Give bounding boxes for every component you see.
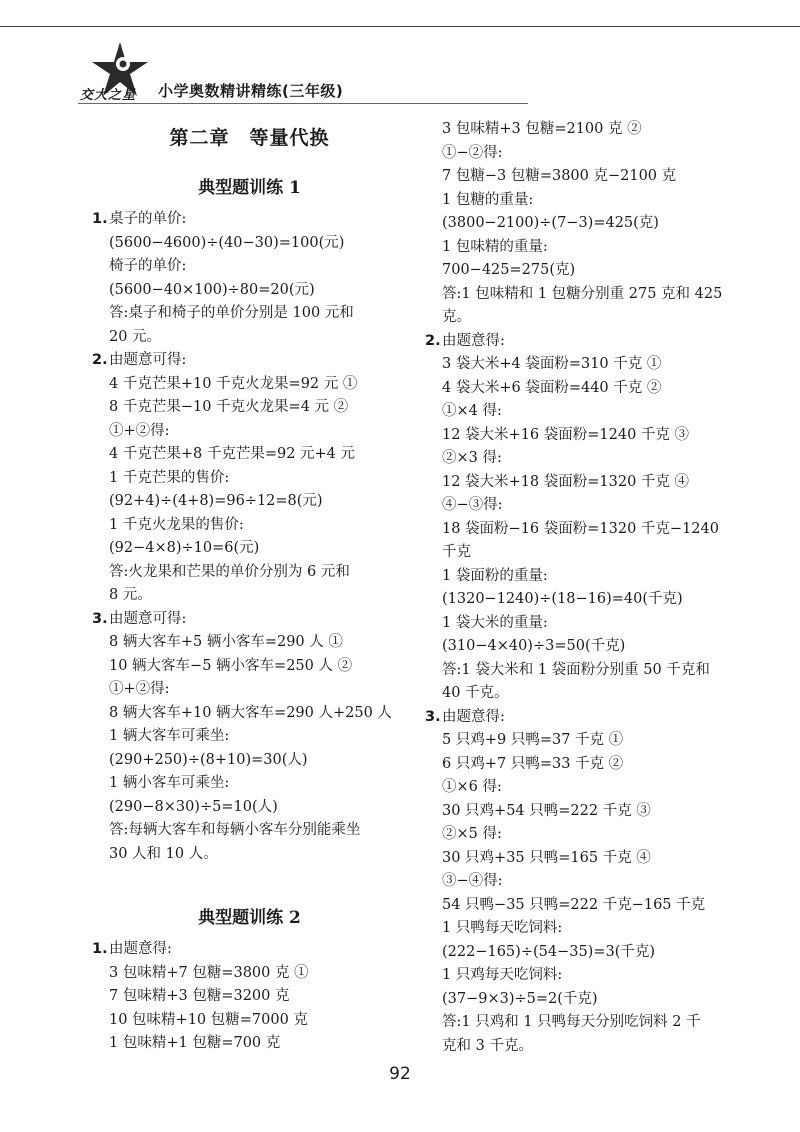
text-line	[425, 306, 745, 330]
text-line	[425, 330, 745, 354]
line-text: ①×6 得:	[442, 779, 502, 795]
text-line	[425, 941, 745, 965]
line-text: (92−4×8)÷10=6(元)	[109, 540, 260, 556]
text-line	[425, 894, 745, 918]
section-2-content	[92, 938, 407, 1056]
text-line	[425, 377, 745, 401]
line-text: 由题意得:	[109, 941, 172, 957]
line-text: 答:每辆大客车和每辆小客车分别能乘坐	[109, 822, 361, 838]
line-text: 8 元。	[109, 587, 152, 603]
text-line	[425, 541, 745, 565]
logo-text: 交大之星	[80, 88, 137, 103]
text-line	[425, 917, 745, 941]
text-line	[92, 396, 407, 420]
text-line	[425, 236, 745, 260]
line-text: 30 人和 10 人。	[109, 845, 218, 862]
line-text: 12 袋大米+18 袋面粉=1320 千克 ④	[442, 473, 690, 490]
section-title-2: 典型题训练 2	[198, 908, 301, 928]
line-text: 5 只鸡+9 只鸭=37 千克 ①	[442, 732, 624, 748]
line-text: 由题意可得:	[109, 610, 187, 627]
line-text: 40 千克。	[442, 685, 509, 701]
text-line	[92, 302, 407, 326]
line-text: 20 元。	[109, 328, 162, 345]
line-text: ①+②得:	[109, 422, 170, 439]
right-column-content	[425, 118, 745, 1058]
text-line	[425, 165, 745, 189]
line-text: (5600−4600)÷(40−30)=100(元)	[109, 234, 345, 251]
line-text: 18 袋面粉−16 袋面粉=1320 千克−1240	[442, 520, 719, 537]
text-line	[425, 424, 745, 448]
text-line	[92, 1009, 407, 1033]
text-line	[425, 189, 745, 213]
text-line	[92, 537, 407, 561]
text-line	[425, 870, 745, 894]
line-text: 8 千克芒果−10 千克火龙果=4 元 ②	[109, 399, 349, 415]
line-text: 3 袋大米+4 袋面粉=310 千克 ①	[442, 356, 662, 372]
text-line	[92, 749, 407, 773]
text-line	[92, 938, 407, 962]
text-line	[425, 988, 745, 1012]
text-line	[425, 447, 745, 471]
text-line	[425, 259, 745, 283]
problem-number: 2.	[425, 332, 441, 349]
text-line	[92, 255, 407, 279]
text-line	[92, 678, 407, 702]
line-text: 1 辆小客车可乘坐:	[109, 775, 230, 791]
text-line	[92, 561, 407, 585]
text-line	[425, 659, 745, 683]
line-text: 椅子的单价:	[109, 258, 187, 274]
line-text: ②×3 得:	[442, 450, 502, 466]
text-line	[92, 232, 407, 256]
line-text: 7 包糖−3 包糖=3800 克−2100 克	[442, 168, 677, 184]
text-line	[425, 776, 745, 800]
text-line	[425, 353, 745, 377]
section-1-content	[92, 208, 407, 866]
text-line	[425, 588, 745, 612]
line-text: 4 千克芒果+10 千克火龙果=92 元 ①	[109, 375, 358, 392]
line-text: 1 包味精+1 包糖=700 克	[109, 1035, 281, 1051]
text-line	[92, 725, 407, 749]
line-text: 10 包味精+10 包糖=7000 克	[109, 1011, 308, 1028]
line-text: 8 辆大客车+10 辆大客车=290 人+250 人	[109, 704, 392, 721]
line-text: 答:1 包味精和 1 包糖分别重 275 克和 425	[442, 285, 723, 302]
text-line	[425, 729, 745, 753]
chapter-title: 第二章 等量代换	[169, 127, 330, 149]
line-text: 千克	[442, 544, 471, 560]
text-line	[92, 985, 407, 1009]
text-line	[425, 706, 745, 730]
line-text: 答:桌子和椅子的单价分别是 100 元和	[109, 305, 354, 321]
text-line	[425, 682, 745, 706]
line-text: (1320−1240)÷(18−16)=40(千克)	[442, 591, 683, 607]
text-line	[425, 471, 745, 495]
line-text: 30 只鸡+35 只鸭=165 千克 ④	[442, 849, 651, 866]
line-text: 1 只鸭每天吃饲料:	[442, 920, 563, 936]
text-line	[425, 565, 745, 589]
text-line	[92, 514, 407, 538]
page-header	[78, 38, 528, 108]
text-line	[92, 208, 407, 232]
problem-number: 2.	[92, 352, 108, 368]
line-text: ③−④得:	[442, 873, 503, 889]
text-line	[92, 819, 407, 843]
line-text: (222−165)÷(54−35)=3(千克)	[442, 943, 656, 960]
line-text: 12 袋大米+16 袋面粉=1240 千克 ③	[442, 426, 690, 443]
line-text: 4 袋大米+6 袋面粉=440 千克 ②	[442, 379, 662, 396]
line-text: 1 包糖的重量:	[442, 191, 534, 208]
text-line	[425, 964, 745, 988]
text-line	[92, 655, 407, 679]
text-line	[425, 847, 745, 871]
text-line	[92, 349, 407, 373]
line-text: 1 辆大客车可乘坐:	[109, 728, 230, 744]
problem-number: 1.	[92, 941, 108, 957]
line-text: 3 包味精+3 包糖=2100 克 ②	[442, 121, 642, 137]
text-line	[425, 1035, 745, 1059]
right-column	[425, 118, 745, 1058]
line-text: 1 袋面粉的重量:	[442, 567, 548, 584]
line-text: (3800−2100)÷(7−3)=425(克)	[442, 215, 659, 231]
text-line	[92, 702, 407, 726]
text-line	[425, 518, 745, 542]
line-text: 1 千克芒果的售价:	[109, 469, 230, 486]
line-text: 7 包味精+3 包糖=3200 克	[109, 988, 290, 1004]
book-title: 小学奥数精讲精练(三年级)	[158, 82, 344, 100]
line-text: 由题意得:	[442, 708, 505, 725]
line-text: 30 只鸡+54 只鸭=222 千克 ③	[442, 802, 651, 819]
line-text: ④−③得:	[442, 497, 503, 513]
line-text: 桌子的单价:	[109, 211, 187, 227]
text-line	[425, 1011, 745, 1035]
text-line	[92, 608, 407, 632]
text-line	[92, 490, 407, 514]
text-line	[425, 212, 745, 236]
text-line	[425, 400, 745, 424]
text-line	[425, 118, 745, 142]
line-text: 答:1 袋大米和 1 袋面粉分别重 50 千克和	[442, 661, 710, 678]
problem-number: 1.	[92, 211, 108, 227]
line-text: (92+4)÷(4+8)=96÷12=8(元)	[109, 493, 323, 509]
line-text: (310−4×40)÷3=50(千克)	[442, 638, 626, 654]
text-line	[425, 823, 745, 847]
text-line	[92, 843, 407, 867]
text-line	[92, 467, 407, 491]
line-text: (5600−40×100)÷80=20(元)	[109, 281, 315, 298]
line-text: 克和 3 千克。	[442, 1037, 533, 1054]
line-text: 1 千克火龙果的售价:	[109, 516, 244, 533]
line-text: 3 包味精+7 包糖=3800 克 ①	[109, 964, 309, 981]
line-text: 1 包味精的重量:	[442, 238, 548, 255]
left-column	[92, 118, 407, 1056]
line-text: 克。	[442, 309, 471, 325]
line-text: ①−②得:	[442, 144, 503, 161]
line-text: ②×5 得:	[442, 826, 502, 842]
problem-number: 3.	[425, 708, 441, 725]
text-line	[92, 1032, 407, 1056]
line-text: 答:1 只鸡和 1 只鸭每天分别吃饲料 2 千	[442, 1014, 701, 1030]
line-text: (37−9×3)÷5=2(千克)	[442, 990, 598, 1007]
line-text: 54 只鸭−35 只鸭=222 千克−165 千克	[442, 896, 706, 913]
line-text: 由题意得:	[442, 332, 505, 349]
line-text: ①+②得:	[109, 681, 170, 697]
line-text: 10 辆大客车−5 辆小客车=250 人 ②	[109, 657, 353, 674]
line-text: (290+250)÷(8+10)=30(人)	[109, 751, 308, 768]
line-text: 由题意可得:	[109, 352, 187, 368]
text-line	[425, 753, 745, 777]
text-line	[92, 373, 407, 397]
header-rule	[78, 103, 528, 104]
text-line	[425, 800, 745, 824]
line-text: 6 只鸡+7 只鸭=33 千克 ②	[442, 755, 624, 772]
text-line	[92, 584, 407, 608]
page-number: 92	[389, 1064, 411, 1084]
text-line	[92, 326, 407, 350]
line-text: (290−8×30)÷5=10(人)	[109, 798, 278, 815]
text-line	[425, 494, 745, 518]
line-text: 8 辆大客车+5 辆小客车=290 人 ①	[109, 634, 343, 650]
text-line	[92, 279, 407, 303]
problem-number: 3.	[92, 610, 108, 627]
line-text: 1 袋大米的重量:	[442, 614, 548, 631]
text-line	[425, 283, 745, 307]
text-line	[425, 635, 745, 659]
top-rule	[0, 26, 800, 27]
section-title-1: 典型题训练 1	[198, 178, 301, 198]
text-line	[425, 142, 745, 166]
text-line	[92, 631, 407, 655]
line-text: 700−425=275(克)	[442, 262, 576, 278]
text-line	[92, 772, 407, 796]
text-line	[92, 796, 407, 820]
line-text: ①×4 得:	[442, 403, 502, 419]
line-text: 4 千克芒果+8 千克芒果=92 元+4 元	[109, 446, 356, 462]
line-text: 答:火龙果和芒果的单价分别为 6 元和	[109, 563, 350, 580]
text-line	[92, 443, 407, 467]
line-text: 1 只鸡每天吃饲料:	[442, 967, 563, 983]
text-line	[425, 612, 745, 636]
text-line	[92, 420, 407, 444]
text-line	[92, 962, 407, 986]
